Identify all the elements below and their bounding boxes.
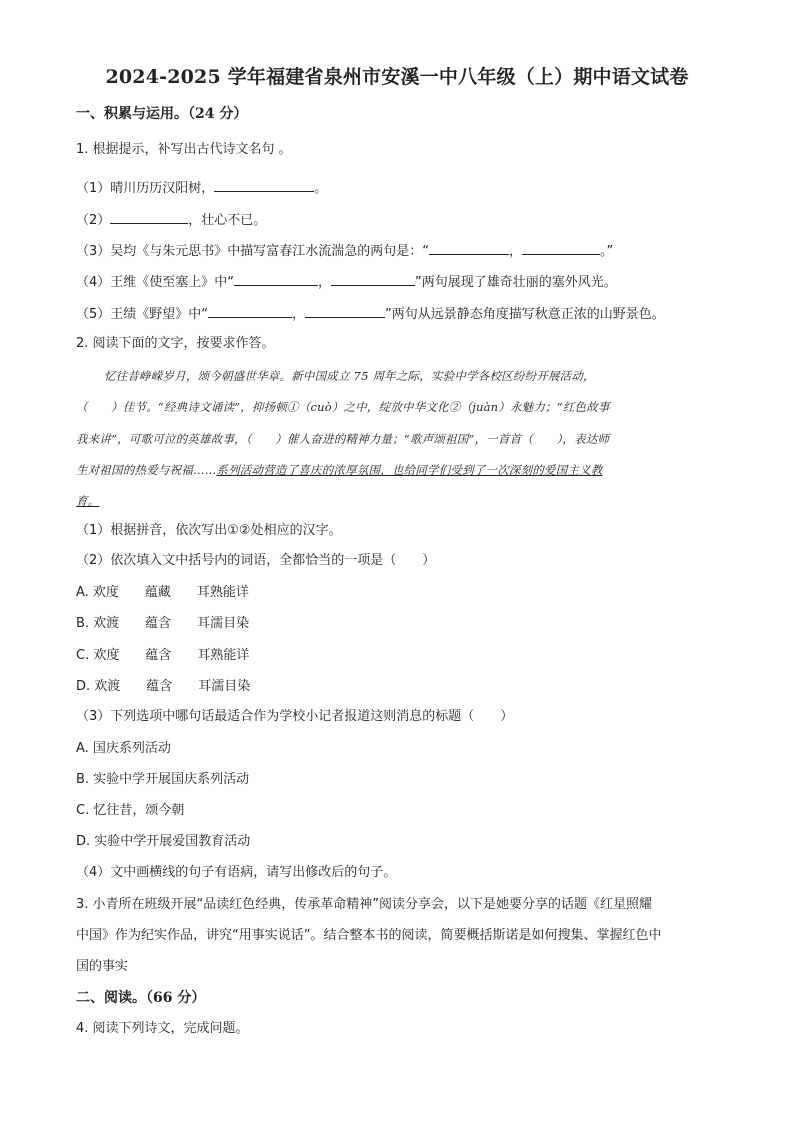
option-b[interactable]: B. 欢渡 蕴含 耳濡目染 xyxy=(76,616,250,631)
section-heading-2: 二、阅读。（66 分） xyxy=(76,990,206,1006)
passage-line xyxy=(76,461,603,479)
option-c[interactable]: C. 忆往昔，颂今朝 xyxy=(76,803,185,818)
question-1-item-2 xyxy=(76,210,266,230)
answer-blank[interactable] xyxy=(331,272,415,286)
item-text: ”两句展现了雄奇壮丽的塞外风光。 xyxy=(415,275,617,290)
answer-blank[interactable] xyxy=(214,178,314,192)
item-text: （3）吴均《与朱元思书》中描写富春江水流湍急的两句是：“ xyxy=(76,244,430,259)
item-text: （4）王维《使至塞上》中“ xyxy=(76,275,235,290)
item-text: 。 xyxy=(314,181,328,196)
question-1-stem: 1. 根据提示，补写出古代诗文名句 。 xyxy=(76,142,292,157)
option-a[interactable]: A. 欢度 蕴藏 耳熟能详 xyxy=(76,585,249,600)
question-3-line: 国的事实 xyxy=(76,959,129,974)
item-text: （5）王绩《野望》中“ xyxy=(76,307,209,322)
answer-blank[interactable] xyxy=(429,241,509,255)
underlined-sentence-end: 育。 xyxy=(76,494,100,508)
item-text: （2） xyxy=(76,213,111,228)
question-1-item-5 xyxy=(76,304,665,324)
answer-blank[interactable] xyxy=(208,304,292,318)
question-2-sub-1: （1）根据拼音，依次写出①②处相应的汉字。 xyxy=(76,523,342,538)
passage-line: （ ）佳节。“经典诗文诵读”，抑扬顿①（cuò）之中，绽放中华文化②（juàn）永魅力；“红色故事 xyxy=(76,400,610,414)
passage-text: 生对祖国的热爱与祝福…… xyxy=(76,463,217,477)
question-3-line: 中国》作为纪实作品，讲究“用事实说话”。结合整本书的阅读，简要概括斯诺是如何搜集、掌握红色中 xyxy=(76,928,662,943)
item-text: ， xyxy=(509,244,523,259)
question-2-sub-2: （2）依次填入文中括号内的词语，全都恰当的一项是（ ） xyxy=(76,553,436,568)
option-d[interactable]: D. 实验中学开展爱国教育活动 xyxy=(76,834,251,849)
passage-line: 我来讲”，可歌可泣的英雄故事，（ ）催人奋进的精神力量；“歌声颂祖国”，一首首（ ），表达师 xyxy=(76,432,610,446)
question-4-stem: 4. 阅读下列诗文，完成问题。 xyxy=(76,1021,249,1036)
section-heading-1: 一、积累与运用。（24 分） xyxy=(76,106,248,122)
passage-line: 忆往昔峥嵘岁月，颂今朝盛世华章。新中国成立 75 周年之际，实验中学各校区纷纷开展活动， xyxy=(104,369,595,383)
item-text: ， xyxy=(292,307,306,322)
question-2-sub-3: （3）下列选项中哪句话最适合作为学校小记者报道这则消息的标题（ ） xyxy=(76,709,514,724)
item-text: ， xyxy=(318,275,332,290)
option-d[interactable]: D. 欢渡 蕴含 耳濡目染 xyxy=(76,679,251,694)
question-1-item-4 xyxy=(76,272,617,292)
answer-blank[interactable] xyxy=(234,272,318,286)
option-c[interactable]: C. 欢度 蕴含 耳熟能详 xyxy=(76,648,250,663)
page-title: 2024-2025 学年福建省泉州市安溪一中八年级（上）期中语文试卷 xyxy=(105,66,689,88)
question-1-item-3 xyxy=(76,241,613,261)
answer-blank[interactable] xyxy=(110,210,188,224)
item-text: 。” xyxy=(600,244,614,259)
question-3-line: 3. 小青所在班级开展“品读红色经典，传承革命精神”阅读分享会，以下是她要分享的话题《红星照耀 xyxy=(76,897,653,912)
underlined-sentence: 系列活动营造了喜庆的浓厚氛围，也给同学们受到了一次深刻的爱国主义教 xyxy=(216,463,603,477)
answer-blank[interactable] xyxy=(305,304,385,318)
answer-blank[interactable] xyxy=(522,241,600,255)
question-1-item-1 xyxy=(76,178,327,198)
item-text: ”两句从远景静态角度描写秋意正浓的山野景色。 xyxy=(385,307,665,322)
item-text: （1）晴川历历汉阳树， xyxy=(76,181,215,196)
option-a[interactable]: A. 国庆系列活动 xyxy=(76,741,171,756)
question-2-sub-4: （4）文中画横线的句子有语病，请写出修改后的句子。 xyxy=(76,865,397,880)
question-2-stem: 2. 阅读下面的文字，按要求作答。 xyxy=(76,336,275,351)
option-b[interactable]: B. 实验中学开展国庆系列活动 xyxy=(76,772,250,787)
item-text: ，壮心不已。 xyxy=(188,213,267,228)
